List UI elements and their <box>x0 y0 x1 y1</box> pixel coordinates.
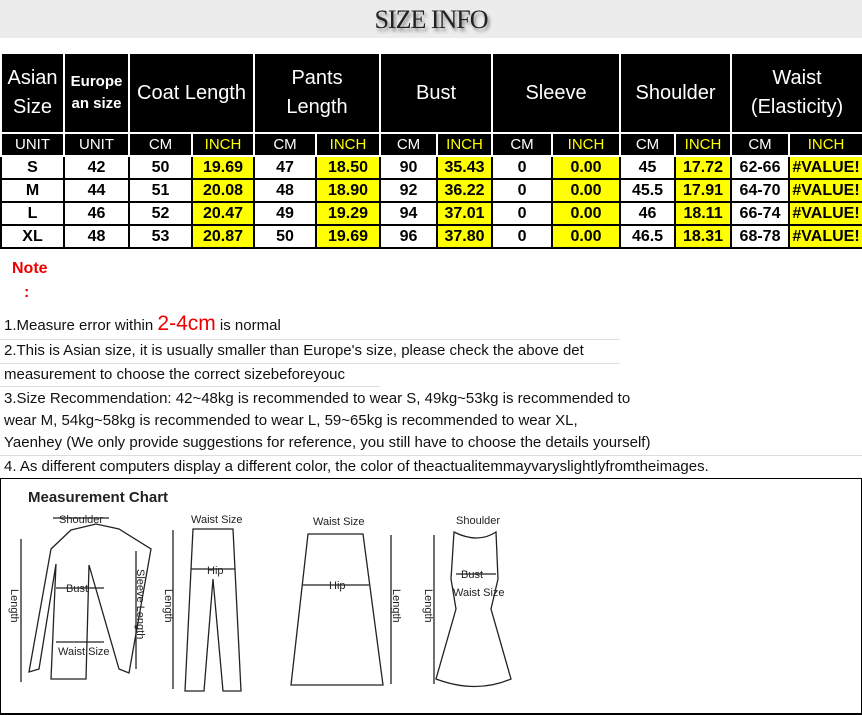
skirt-diagram <box>291 534 391 685</box>
unit-cell: INCH <box>552 133 620 156</box>
unit-cell: CM <box>620 133 675 156</box>
unit-cell: INCH <box>789 133 862 156</box>
dress-length-label: Length <box>422 589 434 623</box>
table-cell: 19.29 <box>316 202 380 225</box>
measurement-chart-title: Measurement Chart <box>28 489 169 506</box>
table-cell: 44 <box>64 179 129 202</box>
table-cell: 20.47 <box>192 202 254 225</box>
table-row <box>1 179 862 202</box>
note-1-text: 1.Measure error within <box>4 317 158 334</box>
size-info-title <box>0 0 862 38</box>
note-label: Note <box>12 260 48 277</box>
table-cell: 0 <box>492 225 552 248</box>
table-cell: 46.5 <box>620 225 675 248</box>
table-cell: 66-74 <box>731 202 789 225</box>
table-cell: 18.90 <box>316 179 380 202</box>
table-cell: 0.00 <box>552 179 620 202</box>
dress-bust-label: Bust <box>461 569 484 581</box>
skirt-length-label: Length <box>390 589 402 623</box>
table-cell: 49 <box>254 202 316 225</box>
title-text: SIZE INFO <box>374 5 488 34</box>
table-cell: 51 <box>129 179 192 202</box>
table-cell: 17.91 <box>675 179 731 202</box>
dress-diagram <box>434 532 511 687</box>
table-cell: 47 <box>254 156 316 179</box>
unit-cell: UNIT <box>1 133 64 156</box>
table-cell: 48 <box>64 225 129 248</box>
unit-cell: INCH <box>316 133 380 156</box>
note-1-highlight: 2-4cm <box>157 312 216 335</box>
header-waist: Waist (Elasticity) <box>731 53 862 133</box>
header-sleeve: Sleeve <box>492 53 620 133</box>
table-cell: 52 <box>129 202 192 225</box>
pants-waist-label: Waist Size <box>191 514 243 526</box>
table-cell: 46 <box>620 202 675 225</box>
pants-hip-label: Hip <box>207 565 224 577</box>
table-cell: 62-66 <box>731 156 789 179</box>
table-cell: 45.5 <box>620 179 675 202</box>
unit-cell: CM <box>731 133 789 156</box>
header-asian-size: Asian Size <box>1 53 64 133</box>
table-cell: #VALUE! <box>789 202 862 225</box>
size-table <box>0 52 862 249</box>
table-cell: 0.00 <box>552 156 620 179</box>
note-line-3b: wear M, 54kg~58kg is recommended to wear L, 59~65kg is recommended to wear XL, <box>4 412 578 429</box>
table-cell: 0 <box>492 156 552 179</box>
table-cell: 53 <box>129 225 192 248</box>
unit-cell: INCH <box>675 133 731 156</box>
table-cell: 48 <box>254 179 316 202</box>
header-coat-length: Coat Length <box>129 53 254 133</box>
dress-waist-label: Waist Size <box>453 587 505 599</box>
shirt-waist-label: Waist Size <box>58 646 110 658</box>
table-cell: 0.00 <box>552 225 620 248</box>
header-bust: Bust <box>380 53 492 133</box>
header-europe-size: Europe an size <box>64 53 129 133</box>
pants-length-label: Length <box>162 589 174 623</box>
table-cell: 45 <box>620 156 675 179</box>
table-cell: 68-78 <box>731 225 789 248</box>
table-cell: #VALUE! <box>789 179 862 202</box>
diagram-labels <box>8 514 505 658</box>
shirt-length-label: Length <box>8 589 20 623</box>
table-cell: 0.00 <box>552 202 620 225</box>
table-cell: 0 <box>492 179 552 202</box>
unit-cell: CM <box>254 133 316 156</box>
garment-diagrams <box>1 479 861 713</box>
table-cell: XL <box>1 225 64 248</box>
note-line-3a: 3.Size Recommendation: 42~48kg is recommended to wear S, 49kg~53kg is recommended to <box>4 390 631 407</box>
table-cell: 0 <box>492 202 552 225</box>
table-cell: 36.22 <box>437 179 492 202</box>
table-cell: 20.87 <box>192 225 254 248</box>
dress-shoulder-label: Shoulder <box>456 515 501 527</box>
table-cell: 50 <box>254 225 316 248</box>
unit-cell: CM <box>492 133 552 156</box>
shirt-bust-label: Bust <box>66 583 89 595</box>
table-cell: 19.69 <box>316 225 380 248</box>
table-cell: 42 <box>64 156 129 179</box>
table-cell: 64-70 <box>731 179 789 202</box>
table-cell: 90 <box>380 156 437 179</box>
note-colon: : <box>24 284 30 301</box>
table-row <box>1 225 862 248</box>
skirt-hip-label: Hip <box>329 580 346 592</box>
unit-cell: UNIT <box>64 133 129 156</box>
unit-cell: INCH <box>437 133 492 156</box>
measurement-chart <box>0 478 862 715</box>
note-line-3c: Yaenhey (We only provide suggestions for reference, you still have to choose the details yourself) <box>4 434 651 451</box>
table-row <box>1 156 862 179</box>
table-cell: 20.08 <box>192 179 254 202</box>
table-row <box>1 202 862 225</box>
shirt-shoulder-label: Shoulder <box>59 514 104 526</box>
unit-row <box>1 133 862 156</box>
table-cell: 92 <box>380 179 437 202</box>
note-1-text-end: is normal <box>215 317 281 334</box>
unit-cell: INCH <box>192 133 254 156</box>
table-cell: 50 <box>129 156 192 179</box>
unit-cell: CM <box>380 133 437 156</box>
table-cell: 37.80 <box>437 225 492 248</box>
table-cell: 19.69 <box>192 156 254 179</box>
table-cell: 35.43 <box>437 156 492 179</box>
table-cell: L <box>1 202 64 225</box>
table-cell: 37.01 <box>437 202 492 225</box>
unit-cell: CM <box>129 133 192 156</box>
table-cell: 94 <box>380 202 437 225</box>
table-cell: 96 <box>380 225 437 248</box>
table-cell: 18.31 <box>675 225 731 248</box>
header-pants-length: Pants Length <box>254 53 380 133</box>
header-shoulder: Shoulder <box>620 53 731 133</box>
note-line-2a: 2.This is Asian size, it is usually smaller than Europe's size, please check the above det <box>4 342 584 359</box>
table-cell: M <box>1 179 64 202</box>
note-line-1 <box>4 312 281 336</box>
table-cell: 18.50 <box>316 156 380 179</box>
table-cell: #VALUE! <box>789 156 862 179</box>
note-line-4: 4. As different computers display a different color, the color of theactualitemmayvaryslightlyfromtheimages. <box>4 458 709 475</box>
note-line-2b: measurement to choose the correct sizebeforeyouc <box>4 366 346 383</box>
header-row <box>1 53 862 133</box>
table-cell: 46 <box>64 202 129 225</box>
table-cell: S <box>1 156 64 179</box>
table-cell: 18.11 <box>675 202 731 225</box>
pants-diagram <box>173 529 241 691</box>
shirt-sleeve-label: Sleeve Length <box>134 569 146 640</box>
skirt-waist-label: Waist Size <box>313 516 365 528</box>
table-cell: #VALUE! <box>789 225 862 248</box>
table-cell: 17.72 <box>675 156 731 179</box>
